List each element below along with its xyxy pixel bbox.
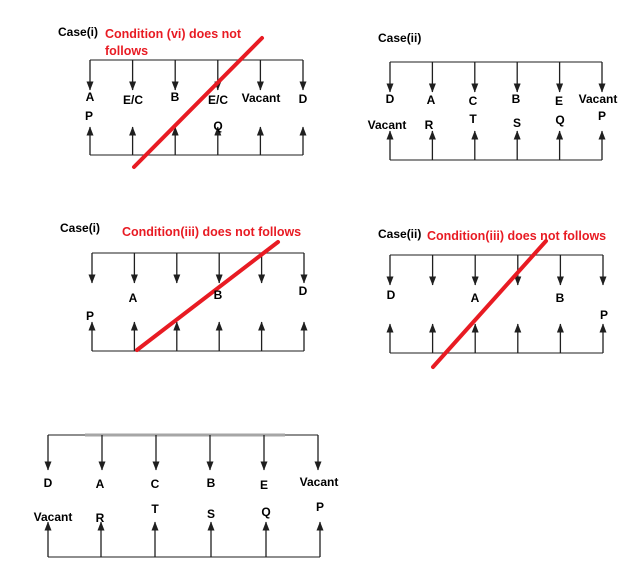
red-cross-line: [137, 242, 278, 350]
seat-label: Q: [213, 119, 223, 133]
seat-label: D: [298, 284, 308, 298]
seat-label: S: [512, 116, 522, 130]
condition-text: Condition (vi) does not follows: [105, 27, 242, 58]
condition-text: Condition(iii) does not follows: [122, 225, 302, 239]
red-cross-line: [433, 241, 546, 367]
seat-label: E/C: [122, 93, 144, 107]
condition-text: Condition(iii) does not follows: [427, 229, 607, 243]
seat-label: E/C: [207, 93, 229, 107]
seat-label: A: [426, 93, 436, 107]
seat-label: Vacant: [578, 92, 618, 106]
seat-label: P: [85, 309, 95, 323]
case-label: Case(ii): [378, 31, 422, 45]
diagram3-frame: [92, 242, 304, 351]
seat-label: P: [84, 109, 94, 123]
seat-label: A: [128, 291, 138, 305]
seat-label: D: [298, 92, 308, 106]
seat-label: B: [555, 291, 565, 305]
case-label: Case(ii): [378, 227, 422, 241]
seat-label: B: [511, 92, 521, 106]
seat-label: D: [385, 92, 395, 106]
seat-label: Vacant: [33, 510, 73, 524]
seat-label: Q: [261, 505, 271, 519]
seat-label: C: [468, 94, 478, 108]
seat-label: E: [259, 478, 269, 492]
case-label: Case(i): [60, 221, 101, 235]
seat-label: R: [424, 118, 434, 132]
seat-label: P: [315, 500, 325, 514]
seat-label: A: [470, 291, 480, 305]
seat-label: Vacant: [367, 118, 407, 132]
seat-label: Vacant: [299, 475, 339, 489]
seat-label: D: [386, 288, 396, 302]
diagram5-frame: [48, 435, 320, 557]
seat-label: A: [85, 90, 95, 104]
seat-label: B: [206, 476, 216, 490]
seat-label: E: [554, 94, 564, 108]
seat-label: C: [150, 477, 160, 491]
diagram2-frame: [390, 62, 602, 160]
seat-label: P: [599, 308, 609, 322]
seat-label: A: [95, 477, 105, 491]
seat-label: Vacant: [241, 91, 281, 105]
seat-label: B: [170, 90, 180, 104]
seat-label: Q: [555, 113, 565, 127]
case-label: Case(i): [58, 25, 99, 39]
seat-label: S: [206, 507, 216, 521]
seat-label: B: [213, 288, 223, 302]
seat-label: P: [597, 109, 607, 123]
seat-label: D: [43, 476, 53, 490]
seat-label: T: [469, 112, 477, 126]
seat-label: R: [95, 511, 105, 525]
diagram4-frame: [390, 241, 603, 367]
seat-label: T: [151, 502, 159, 516]
